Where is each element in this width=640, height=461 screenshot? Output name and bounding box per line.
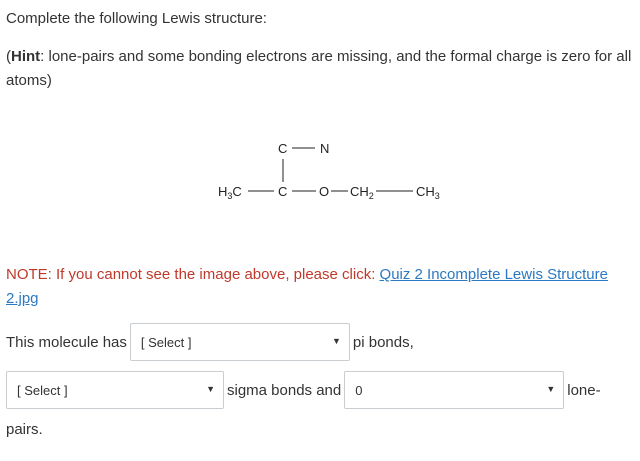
note-text — [6, 263, 634, 311]
dropdown-arrow-icon: ▼ — [206, 384, 215, 394]
atom-top-c: C — [278, 141, 288, 156]
sentence-part1: This molecule has — [6, 333, 127, 351]
note-label: NOTE: If you cannot see the image above, please click: — [6, 266, 380, 283]
dropdown-arrow-icon: ▼ — [546, 384, 556, 394]
dropdown-arrow-icon: ▼ — [331, 336, 341, 346]
sentence-part3: sigma bonds and — [227, 381, 342, 399]
lewis-structure-diagram — [200, 130, 460, 210]
h3c-h: H — [218, 184, 228, 199]
answer-row-2 — [6, 370, 601, 410]
sigma-bonds-select[interactable] — [6, 371, 224, 409]
atom-center-c: C — [278, 184, 288, 199]
hint-text — [6, 45, 634, 93]
atom-o: O — [319, 184, 330, 199]
sentence-part4: lone- — [567, 381, 601, 399]
hint-open-paren: ( — [6, 48, 11, 65]
ch2-ch: CH — [350, 184, 369, 199]
ch3-ch: CH — [416, 184, 435, 199]
ch3-sub: 3 — [434, 191, 440, 201]
atom-ch3 — [416, 184, 440, 201]
hint-label: Hint — [11, 48, 41, 65]
atom-h3c — [218, 184, 242, 201]
ch2-sub: 2 — [368, 191, 374, 201]
h3c-sub: 3 — [227, 191, 233, 201]
hint-body: : lone-pairs and some bonding electrons are missing, and the formal charge is zero for all atoms) — [6, 48, 632, 89]
lone-pairs-select[interactable] — [344, 371, 564, 409]
pi-bonds-value: [ Select ] — [140, 334, 192, 350]
atom-ch2 — [350, 184, 374, 201]
h3c-c: C — [232, 184, 242, 199]
question-title: Complete the following Lewis structure: — [6, 10, 267, 27]
image-link[interactable]: Quiz 2 Incomplete Lewis Structure 2.jpg — [6, 266, 608, 307]
sigma-bonds-value: [ Select ] — [17, 382, 68, 398]
answer-row-1 — [6, 322, 414, 362]
atom-top-n: N — [320, 141, 330, 156]
pi-bonds-select[interactable] — [130, 323, 350, 361]
lone-pairs-value: 0 — [355, 382, 363, 398]
sentence-part2: pi bonds, — [352, 333, 414, 351]
sentence-part5: pairs. — [6, 421, 43, 438]
